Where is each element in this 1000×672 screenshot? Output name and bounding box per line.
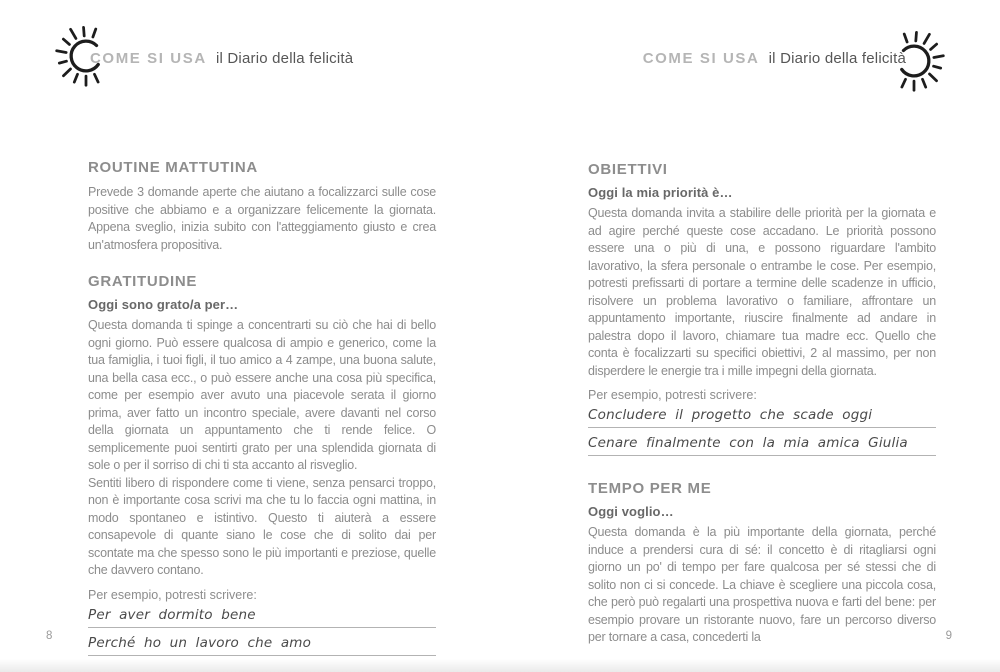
header-subtitle: il Diario della felicità [768, 50, 906, 67]
header-brand: COME SI USA [642, 50, 760, 67]
section-body: Questa domanda ti spinge a concentrarti su ciò che hai di bello ogni giorno. Può essere qualcosa di ampio e generico, come la tua famiglia, i tuoi figli, il tuo amico a 4 zampe, una buona salute, una bella casa ecc., o può essere anche una cosa più specifica, come per esempio aver avuto una piacevole serata il giorno prima, aver fatto un incontro speciale, avere davanti nel corso della giornata un appuntamento che ti rende felice. O semplicemente puoi sentirti grato per una splendida giornata di sole o per il sorriso di chi ti sta accanto al risveglio. [88, 318, 436, 472]
section-body: Sentiti libero di rispondere come ti viene, senza pensarci troppo, non è importante cosa scrivi ma che tu lo faccia ogni mattina, in modo spontaneo e istintivo. Questo ti aiuterà a essere consapevole di quante siano le cose che di solito dai per scontate ma che spesso sono le più importanti e preziose, quelle che davvero contano. [88, 475, 436, 577]
section-subtitle: Oggi sono grato/a per… [88, 297, 239, 312]
section-tempo-per-me [588, 480, 936, 647]
page-bottom-edge [0, 659, 1000, 672]
section-body: Prevede 3 domande aperte che aiutano a focalizzarci sulle cose positive che abbiamo e a organizzare felicemente la giornata. Appena sveglio, inizia subito con l'atteggiamento giusto e crea un'atmosfera propositiva. [88, 185, 436, 252]
section-routine-mattutina [88, 159, 436, 254]
section-title: GRATITUDINE [88, 273, 198, 290]
section-title: OBIETTIVI [588, 161, 668, 178]
example-prompt: Per esempio, potresti scrivere: [88, 587, 257, 602]
section-body: Questa domanda è la più importante della giornata, perché induce a prendersi cura di sé: il concetto è di ritagliarsi ogni giorno un po' di tempo per fare qualcosa per sé stessi che di solito non ci si concede. La chiave è scegliere una piccola cosa, che però può regalarti una prospettiva nuova e farti del bene: per esempio provare un ristorante nuovo, fare un percorso diverso per tornare a casa, concederti la [588, 525, 936, 644]
section-subtitle: Oggi la mia priorità è… [588, 185, 733, 200]
page-number-left: 8 [46, 630, 53, 642]
example-prompt: Per esempio, potresti scrivere: [588, 388, 757, 402]
section-gratitudine [88, 273, 436, 656]
running-header-left [90, 50, 353, 67]
header-subtitle: il Diario della felicità [215, 50, 354, 67]
section-title: ROUTINE MATTUTINA [88, 159, 258, 176]
sun-icon [880, 27, 948, 95]
handwritten-example: Concludere il progetto che scade oggi [588, 404, 936, 428]
header-brand: COME SI USA [90, 50, 207, 67]
section-obiettivi [588, 161, 936, 456]
section-body: Questa domanda invita a stabilire delle priorità per la giornata e ad agire perché queste cose accadano. Le priorità possono essere una o più di una, e possono riguardare l'ambito lavorativo, la sfera personale o entrambe le cose. Per esempio, potresti prefissarti di portare a termine delle scadenze in ufficio, risolvere un problema lavorativo o familiare, affrontare un appuntamento importante, riuscire finalmente ad andare in palestra dopo il lavoro, chiamare tua madre ecc. Quello che conta è focalizzarti su specifici obiettivi, 2 al massimo, per non disperdere le energie tra i mille impegni della giornata. [588, 206, 936, 378]
running-header-right [643, 50, 906, 67]
section-subtitle: Oggi voglio… [588, 504, 674, 519]
page-number-right: 9 [945, 630, 952, 642]
right-page-column [588, 161, 936, 647]
section-title: TEMPO PER ME [588, 480, 712, 497]
left-page-column [88, 159, 436, 656]
handwritten-example: Per aver dormito bene [88, 604, 436, 628]
handwritten-example: Perché ho un lavoro che amo [88, 632, 436, 656]
handwritten-example: Cenare finalmente con la mia amica Giulia [588, 432, 936, 456]
